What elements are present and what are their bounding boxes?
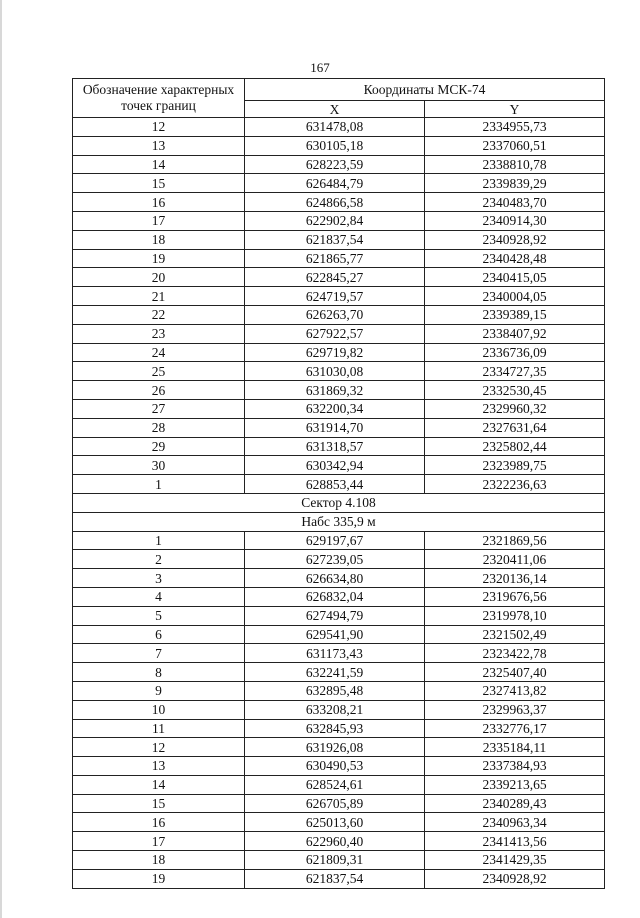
- x-coordinate-cell: 632845,93: [245, 719, 425, 738]
- y-coordinate-cell: 2341413,56: [425, 832, 605, 851]
- y-coordinate-cell: 2335184,11: [425, 738, 605, 757]
- point-number-cell: 18: [73, 230, 245, 249]
- point-number-cell: 27: [73, 399, 245, 418]
- point-number-cell: 24: [73, 343, 245, 362]
- table-row: [73, 399, 605, 418]
- point-number-cell: 28: [73, 418, 245, 437]
- table-row: [73, 249, 605, 268]
- x-coordinate-cell: 626705,89: [245, 794, 425, 813]
- x-coordinate-cell: 621809,31: [245, 851, 425, 870]
- x-coordinate-cell: 626634,80: [245, 569, 425, 588]
- x-coordinate-cell: 624866,58: [245, 193, 425, 212]
- point-number-cell: 30: [73, 456, 245, 475]
- point-number-cell: 26: [73, 381, 245, 400]
- table-row: [73, 869, 605, 888]
- x-coordinate-cell: 627239,05: [245, 550, 425, 569]
- point-number-cell: 17: [73, 832, 245, 851]
- point-number-cell: 22: [73, 305, 245, 324]
- y-coordinate-cell: 2334727,35: [425, 362, 605, 381]
- y-coordinate-cell: 2340415,05: [425, 268, 605, 287]
- point-number-cell: 4: [73, 587, 245, 606]
- table-row: [73, 587, 605, 606]
- point-number-cell: 12: [73, 118, 245, 137]
- table-row: [73, 757, 605, 776]
- y-coordinate-cell: 2322236,63: [425, 475, 605, 494]
- y-coordinate-cell: 2337060,51: [425, 136, 605, 155]
- y-coordinate-cell: 2323422,78: [425, 644, 605, 663]
- x-coordinate-cell: 622902,84: [245, 211, 425, 230]
- point-number-cell: 14: [73, 775, 245, 794]
- x-coordinate-cell: 631914,70: [245, 418, 425, 437]
- x-column-header: X: [245, 101, 425, 118]
- y-coordinate-cell: 2339389,15: [425, 305, 605, 324]
- x-coordinate-cell: 622960,40: [245, 832, 425, 851]
- table-row: [73, 456, 605, 475]
- y-coordinate-cell: 2327413,82: [425, 681, 605, 700]
- table-row: [73, 118, 605, 137]
- y-coordinate-cell: 2337384,93: [425, 757, 605, 776]
- y-coordinate-cell: 2329960,32: [425, 399, 605, 418]
- x-coordinate-cell: 631318,57: [245, 437, 425, 456]
- x-coordinate-cell: 628524,61: [245, 775, 425, 794]
- y-coordinate-cell: 2329963,37: [425, 700, 605, 719]
- x-coordinate-cell: 631869,32: [245, 381, 425, 400]
- y-coordinate-cell: 2332530,45: [425, 381, 605, 400]
- y-coordinate-cell: 2340483,70: [425, 193, 605, 212]
- point-number-cell: 29: [73, 437, 245, 456]
- y-coordinate-cell: 2339839,29: [425, 174, 605, 193]
- point-number-cell: 1: [73, 531, 245, 550]
- point-number-cell: 2: [73, 550, 245, 569]
- x-coordinate-cell: 629541,90: [245, 625, 425, 644]
- table-row: [73, 324, 605, 343]
- y-coordinate-cell: 2319978,10: [425, 606, 605, 625]
- x-coordinate-cell: 621837,54: [245, 230, 425, 249]
- point-number-cell: 12: [73, 738, 245, 757]
- section-title: Сектор 4.108: [73, 493, 605, 512]
- table-body: [73, 118, 605, 889]
- x-coordinate-cell: 627922,57: [245, 324, 425, 343]
- point-number-cell: 17: [73, 211, 245, 230]
- point-number-cell: 23: [73, 324, 245, 343]
- y-coordinate-cell: 2325407,40: [425, 663, 605, 682]
- y-coordinate-cell: 2321502,49: [425, 625, 605, 644]
- x-coordinate-cell: 626263,70: [245, 305, 425, 324]
- point-designation-header: Обозначение характерных точек границ: [73, 79, 245, 118]
- point-number-cell: 10: [73, 700, 245, 719]
- table-row: [73, 475, 605, 494]
- scan-edge: [0, 0, 2, 918]
- point-number-cell: 7: [73, 644, 245, 663]
- point-number-cell: 25: [73, 362, 245, 381]
- y-coordinate-cell: 2341429,35: [425, 851, 605, 870]
- table-row: [73, 794, 605, 813]
- point-number-cell: 19: [73, 249, 245, 268]
- table-row: [73, 381, 605, 400]
- point-number-cell: 5: [73, 606, 245, 625]
- x-coordinate-cell: 632200,34: [245, 399, 425, 418]
- page-number: 167: [310, 60, 330, 75]
- x-coordinate-cell: 631926,08: [245, 738, 425, 757]
- y-coordinate-cell: 2334955,73: [425, 118, 605, 137]
- x-coordinate-cell: 630490,53: [245, 757, 425, 776]
- table-row: [73, 606, 605, 625]
- x-coordinate-cell: 630342,94: [245, 456, 425, 475]
- x-coordinate-cell: 626484,79: [245, 174, 425, 193]
- table-row: [73, 437, 605, 456]
- y-coordinate-cell: 2338407,92: [425, 324, 605, 343]
- x-coordinate-cell: 628853,44: [245, 475, 425, 494]
- table-row: [73, 230, 605, 249]
- y-coordinate-cell: 2340004,05: [425, 287, 605, 306]
- point-number-cell: 21: [73, 287, 245, 306]
- table-row: [73, 343, 605, 362]
- table-row: [73, 738, 605, 757]
- y-coordinate-cell: 2340928,92: [425, 869, 605, 888]
- table-row: [73, 681, 605, 700]
- y-coordinate-cell: 2323989,75: [425, 456, 605, 475]
- x-coordinate-cell: 631173,43: [245, 644, 425, 663]
- x-coordinate-cell: 624719,57: [245, 287, 425, 306]
- x-coordinate-cell: 630105,18: [245, 136, 425, 155]
- point-number-cell: 18: [73, 851, 245, 870]
- point-number-cell: 8: [73, 663, 245, 682]
- x-coordinate-cell: 628223,59: [245, 155, 425, 174]
- table-row: [73, 663, 605, 682]
- y-coordinate-cell: 2332776,17: [425, 719, 605, 738]
- point-number-cell: 13: [73, 136, 245, 155]
- y-coordinate-cell: 2319676,56: [425, 587, 605, 606]
- x-coordinate-cell: 622845,27: [245, 268, 425, 287]
- table-row: [73, 719, 605, 738]
- point-number-cell: 11: [73, 719, 245, 738]
- point-number-cell: 16: [73, 813, 245, 832]
- coordinate-system-header: Координаты МСК-74: [245, 79, 605, 101]
- x-coordinate-cell: 629197,67: [245, 531, 425, 550]
- point-number-cell: 19: [73, 869, 245, 888]
- point-number-cell: 15: [73, 794, 245, 813]
- x-coordinate-cell: 625013,60: [245, 813, 425, 832]
- y-column-header: Y: [425, 101, 605, 118]
- point-number-cell: 16: [73, 193, 245, 212]
- y-coordinate-cell: 2338810,78: [425, 155, 605, 174]
- x-coordinate-cell: 631030,08: [245, 362, 425, 381]
- table-row: [73, 268, 605, 287]
- table-row: [73, 644, 605, 663]
- point-number-cell: 20: [73, 268, 245, 287]
- table-row: [73, 531, 605, 550]
- section-title: Набс 335,9 м: [73, 512, 605, 531]
- y-coordinate-cell: 2340914,30: [425, 211, 605, 230]
- point-number-cell: 6: [73, 625, 245, 644]
- table-row: [73, 193, 605, 212]
- coordinates-table: [72, 78, 605, 889]
- point-number-cell: 15: [73, 174, 245, 193]
- table-row: [73, 851, 605, 870]
- y-coordinate-cell: 2340428,48: [425, 249, 605, 268]
- table-row: [73, 832, 605, 851]
- table-row: [73, 550, 605, 569]
- y-coordinate-cell: 2320136,14: [425, 569, 605, 588]
- y-coordinate-cell: 2340963,34: [425, 813, 605, 832]
- point-number-cell: 3: [73, 569, 245, 588]
- x-coordinate-cell: 629719,82: [245, 343, 425, 362]
- point-number-cell: 9: [73, 681, 245, 700]
- table-row: [73, 418, 605, 437]
- x-coordinate-cell: 621865,77: [245, 249, 425, 268]
- table-row: [73, 700, 605, 719]
- point-number-cell: 14: [73, 155, 245, 174]
- x-coordinate-cell: 632241,59: [245, 663, 425, 682]
- table-row: [73, 775, 605, 794]
- y-coordinate-cell: 2320411,06: [425, 550, 605, 569]
- table-row: [73, 813, 605, 832]
- table-row: [73, 362, 605, 381]
- section-row: [73, 512, 605, 531]
- section-row: [73, 493, 605, 512]
- y-coordinate-cell: 2325802,44: [425, 437, 605, 456]
- y-coordinate-cell: 2340928,92: [425, 230, 605, 249]
- y-coordinate-cell: 2339213,65: [425, 775, 605, 794]
- y-coordinate-cell: 2327631,64: [425, 418, 605, 437]
- y-coordinate-cell: 2340289,43: [425, 794, 605, 813]
- x-coordinate-cell: 626832,04: [245, 587, 425, 606]
- x-coordinate-cell: 621837,54: [245, 869, 425, 888]
- table-row: [73, 211, 605, 230]
- point-number-cell: 1: [73, 475, 245, 494]
- y-coordinate-cell: 2336736,09: [425, 343, 605, 362]
- table-row: [73, 155, 605, 174]
- x-coordinate-cell: 631478,08: [245, 118, 425, 137]
- point-number-cell: 13: [73, 757, 245, 776]
- x-coordinate-cell: 632895,48: [245, 681, 425, 700]
- x-coordinate-cell: 627494,79: [245, 606, 425, 625]
- x-coordinate-cell: 633208,21: [245, 700, 425, 719]
- table-row: [73, 136, 605, 155]
- y-coordinate-cell: 2321869,56: [425, 531, 605, 550]
- table-row: [73, 287, 605, 306]
- table-row: [73, 174, 605, 193]
- table-row: [73, 625, 605, 644]
- table-row: [73, 305, 605, 324]
- table-row: [73, 569, 605, 588]
